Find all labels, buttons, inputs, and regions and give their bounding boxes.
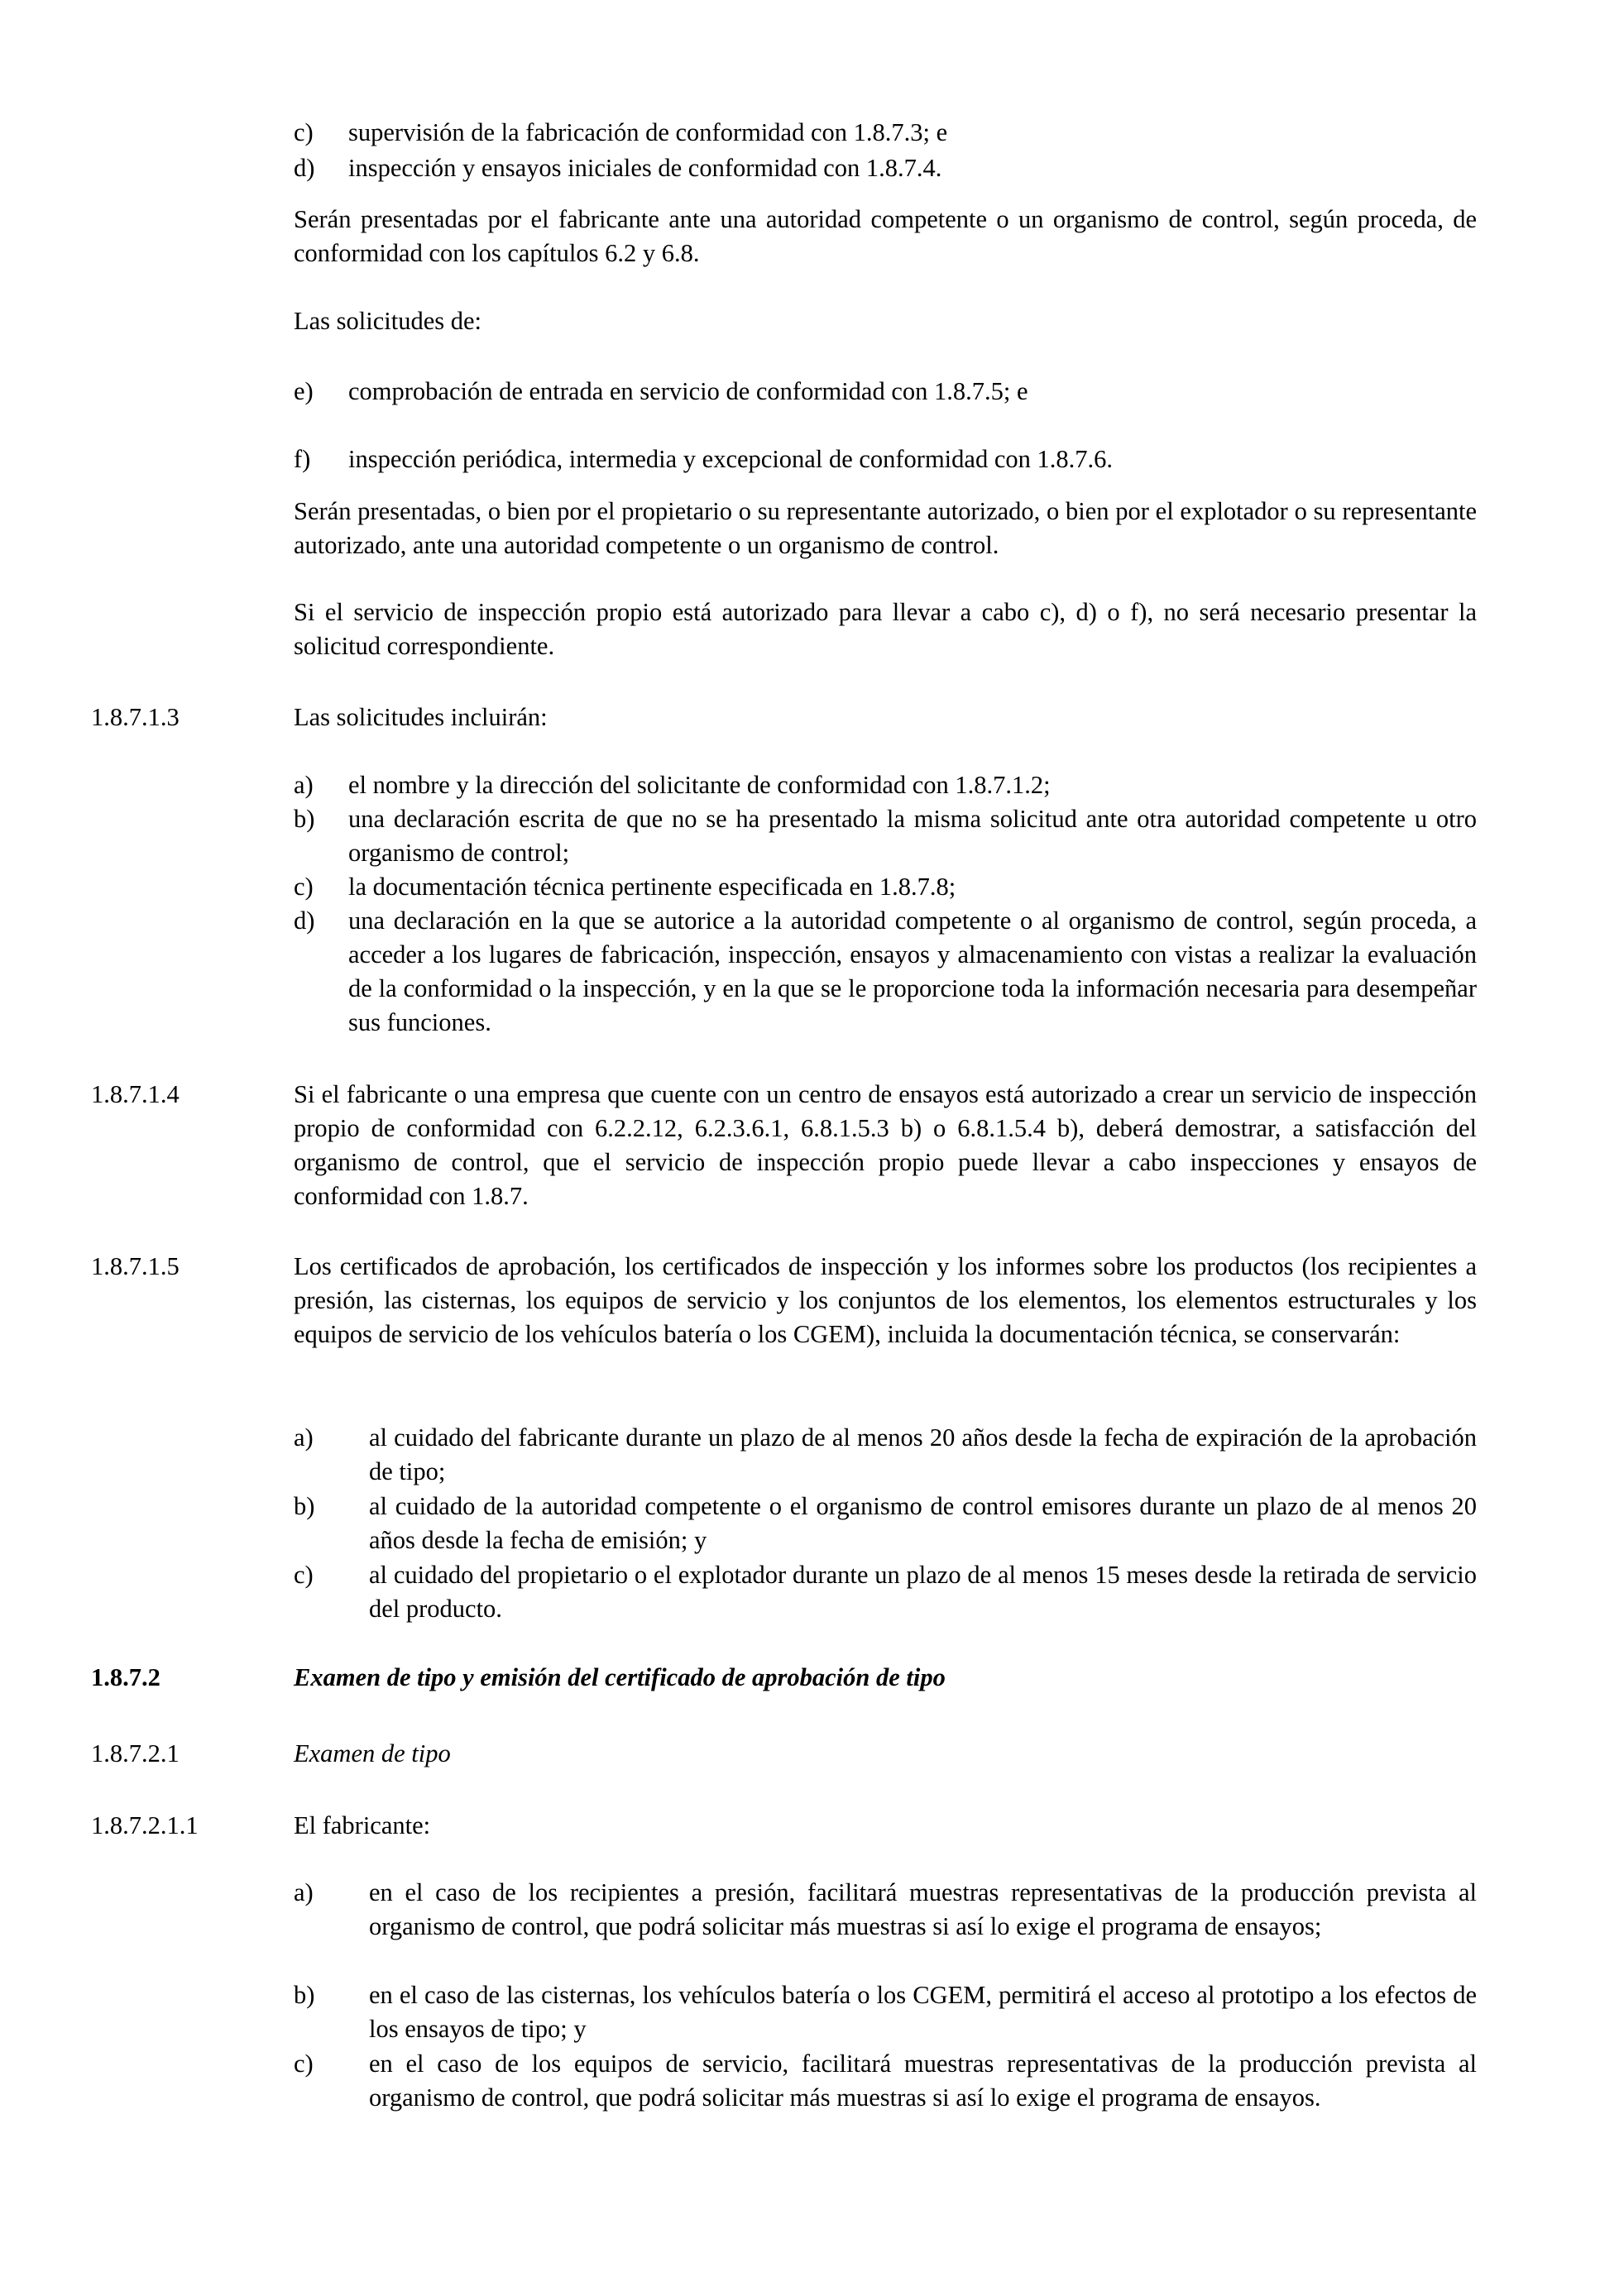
- paragraph-presented-manufacturer: Serán presentadas por el fabricante ante una autoridad competente o un organismo de control, según proceda, de conformidad con los capítulos 6.2 y 6.8.: [294, 205, 1477, 267]
- list-text: el nombre y la dirección del solicitante de conformidad con 1.8.7.1.2;: [348, 771, 1051, 799]
- list-marker: d): [294, 154, 315, 182]
- section-number: 1.8.7.2: [91, 1663, 160, 1691]
- list-marker: d): [294, 906, 315, 935]
- list-text: al cuidado del propietario o el explotador durante un plazo de al menos 15 meses desde la retirada de servicio del producto.: [369, 1561, 1477, 1623]
- section-intro: El fabricante:: [294, 1811, 431, 1839]
- list-text: inspección y ensayos iniciales de conformidad con 1.8.7.4.: [348, 154, 942, 182]
- list-text: comprobación de entrada en servicio de conformidad con 1.8.7.5; e: [348, 377, 1028, 405]
- list-text: la documentación técnica pertinente especificada en 1.8.7.8;: [348, 873, 956, 901]
- section-number: 1.8.7.2.1.1: [91, 1811, 199, 1839]
- section-text: Si el fabricante o una empresa que cuente con un centro de ensayos está autorizado a crear un servicio de inspección propio de conformidad con 6.2.2.12, 6.2.3.6.1, 6.8.1.5.3 b) o 6.8.1.5.4 b), deberá demostrar, a satisfacción del organismo de control, que el servicio de inspección propio puede llevar a cabo inspecciones y ensayos de conformidad con 1.8.7.: [294, 1080, 1477, 1210]
- list-marker: a): [294, 1878, 314, 1906]
- section-number: 1.8.7.1.4: [91, 1080, 180, 1108]
- section-number: 1.8.7.2.1: [91, 1739, 180, 1767]
- list-marker: c): [294, 1561, 314, 1589]
- list-marker: a): [294, 1423, 314, 1452]
- list-marker: b): [294, 1492, 315, 1520]
- list-marker: e): [294, 377, 314, 405]
- section-number: 1.8.7.1.5: [91, 1252, 180, 1280]
- section-text: Los certificados de aprobación, los certificados de inspección y los informes sobre los productos (los recipientes a presión, las cisternas, los equipos de servicio y los conjuntos de los elementos, los elementos estructurales y los equipos de servicio de los vehículos batería o los CGEM), incluida la documentación técnica, se conservarán:: [294, 1252, 1477, 1348]
- section-subheading: Examen de tipo: [294, 1739, 451, 1767]
- list-text: al cuidado del fabricante durante un plazo de al menos 20 años desde la fecha de expiración de la aprobación de tipo;: [369, 1423, 1477, 1485]
- list-marker: c): [294, 873, 314, 901]
- list-text: en el caso de las cisternas, los vehículos batería o los CGEM, permitirá el acceso al prototipo a los efectos de los ensayos de tipo; y: [369, 1981, 1477, 2043]
- list-text: una declaración escrita de que no se ha presentado la misma solicitud ante otra autoridad competente u otro organismo de control;: [348, 805, 1477, 867]
- list-text: al cuidado de la autoridad competente o el organismo de control emisores durante un plazo de al menos 20 años desde la fecha de emisión; y: [369, 1492, 1477, 1554]
- paragraph-requests-of: Las solicitudes de:: [294, 307, 482, 335]
- list-text: en el caso de los equipos de servicio, facilitará muestras representativas de la producción prevista al organismo de control, que podrá solicitar más muestras si así lo exige el programa de ensayos.: [369, 2050, 1477, 2112]
- list-marker: b): [294, 805, 315, 833]
- list-text: supervisión de la fabricación de conformidad con 1.8.7.3; e: [348, 118, 948, 146]
- list-marker: c): [294, 118, 314, 146]
- list-marker: a): [294, 771, 314, 799]
- section-intro: Las solicitudes incluirán:: [294, 703, 548, 731]
- list-text: en el caso de los recipientes a presión, facilitará muestras representativas de la producción prevista al organismo de control, que podrá solicitar más muestras si así lo exige el programa de ensayos;: [369, 1878, 1477, 1940]
- section-heading: Examen de tipo y emisión del certificado de aprobación de tipo: [294, 1663, 946, 1691]
- list-marker: b): [294, 1981, 315, 2009]
- list-marker: f): [294, 445, 311, 473]
- paragraph-presented-owner: Serán presentadas, o bien por el propietario o su representante autorizado, o bien por el explotador o su representante autorizado, ante una autoridad competente o un organismo de control.: [294, 497, 1477, 559]
- list-marker: c): [294, 2050, 314, 2078]
- paragraph-inhouse-service: Si el servicio de inspección propio está autorizado para llevar a cabo c), d) o f), no será necesario presentar la solicitud correspondiente.: [294, 598, 1477, 660]
- list-text: una declaración en la que se autorice a la autoridad competente o al organismo de control, según proceda, a acceder a los lugares de fabricación, inspección, ensayos y almacenamiento con vistas a realizar la evaluación de la conformidad o la inspección, y en la que se le proporcione toda la información necesaria para desempeñar sus funciones.: [348, 906, 1477, 1036]
- section-number: 1.8.7.1.3: [91, 703, 180, 731]
- list-text: inspección periódica, intermedia y excepcional de conformidad con 1.8.7.6.: [348, 445, 1113, 473]
